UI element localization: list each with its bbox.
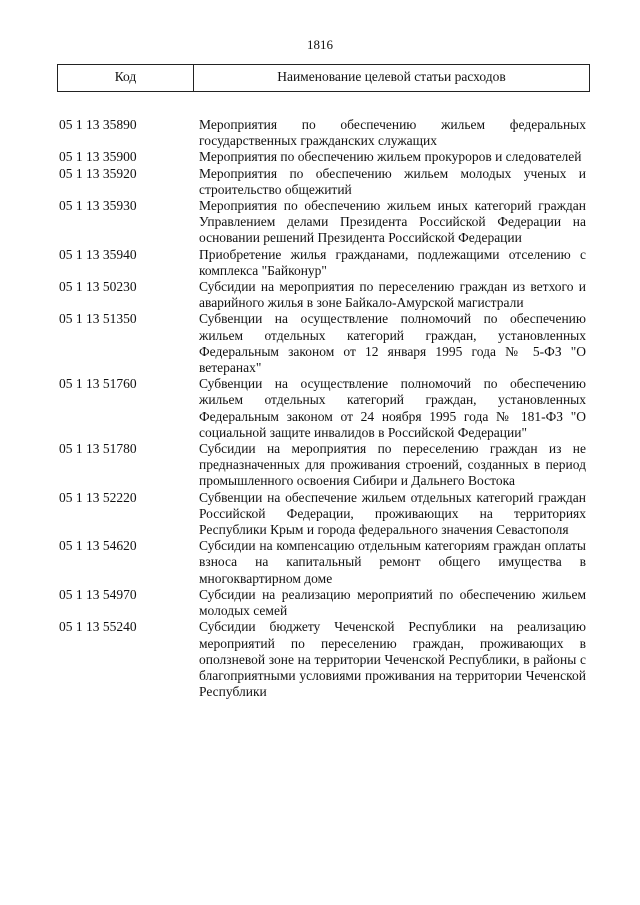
header-name: Наименование целевой статьи расходов [277, 69, 506, 84]
table-row [59, 538, 586, 587]
row-description: Мероприятия по обеспечению жильем молодых ученых и строительство общежитий [199, 165, 586, 197]
row-code: 05 1 13 50230 [59, 279, 137, 295]
row-description: Мероприятия по обеспечению жильем федеральных государственных гражданских служащих [199, 117, 586, 149]
row-description: Субвенции на осуществление полномочий по обеспечению жильем отдельных категорий граждан, установленных Федеральным законом от 12 января 1995 года № 5-ФЗ "О ветеранах" [199, 311, 586, 376]
row-code: 05 1 13 52220 [59, 489, 137, 505]
table-row [59, 279, 586, 311]
row-code: 05 1 13 35940 [59, 246, 137, 262]
row-description: Субсидии на реализацию мероприятий по обеспечению жильем молодых семей [199, 586, 586, 619]
row-code: 05 1 13 55240 [59, 619, 137, 635]
row-description: Субсидии на мероприятия по переселению граждан из ветхого и аварийного жилья в зоне Байкало-Амурской магистрали [199, 279, 586, 311]
header-code: Код [58, 65, 194, 91]
table-row [59, 490, 586, 539]
table-header [57, 64, 590, 92]
table-row [59, 587, 586, 619]
row-code: 05 1 13 35890 [59, 117, 137, 132]
table-row [59, 198, 586, 247]
row-code: 05 1 13 35920 [59, 165, 137, 181]
table-row [59, 311, 586, 376]
table-row [59, 149, 586, 165]
row-code: 05 1 13 51760 [59, 376, 137, 392]
table-row [59, 619, 586, 700]
row-description: Субвенции на обеспечение жильем отдельных категорий граждан Российской Федерации, проживающих на территориях Республики Крым и города федерального значения Севастополя [199, 489, 586, 538]
table-row [59, 376, 586, 441]
row-description: Мероприятия по обеспечению жильем иных категорий граждан Управлением делами Президента Российской Федерации на основании решений Президента Российской Федерации [199, 198, 586, 246]
row-description: Мероприятия по обеспечению жильем прокуроров и следователей [199, 149, 582, 165]
row-description: Субсидии бюджету Чеченской Республики на реализацию мероприятий по переселению граждан, проживающих в оползневой зоне на территории Чеченской Республики, в районы с благоприятными условиями проживания на территории Чеченской Республики [199, 619, 586, 700]
row-code: 05 1 13 54620 [59, 538, 137, 554]
row-code: 05 1 13 51350 [59, 311, 137, 327]
row-description: Субсидии на компенсацию отдельным категориям граждан оплаты взноса на капитальный ремонт общего имущества в многоквартирном доме [199, 538, 586, 586]
row-code: 05 1 13 35930 [59, 198, 137, 214]
row-code: 05 1 13 35900 [59, 149, 137, 165]
row-description: Приобретение жилья гражданами, подлежащими отселению с комплекса "Байконур" [199, 246, 586, 278]
page-number: 1816 [307, 37, 333, 52]
row-code: 05 1 13 51780 [59, 441, 137, 457]
row-description: Субсидии на мероприятия по переселению граждан из не предназначенных для проживания строений, созданных в период промышленного освоения Сибири и Дальнего Востока [199, 441, 586, 489]
table-row [59, 247, 586, 279]
table-body [59, 117, 586, 700]
table-row [59, 166, 586, 198]
table-row [59, 117, 586, 149]
table-row [59, 441, 586, 490]
row-description: Субвенции на осуществление полномочий по обеспечению жильем отдельных категорий граждан, установленных Федеральным законом от 24 ноября 1995 года № 181-ФЗ "О социальной защите инвалидов в Российской Федерации" [199, 376, 586, 440]
row-code: 05 1 13 54970 [59, 586, 137, 602]
